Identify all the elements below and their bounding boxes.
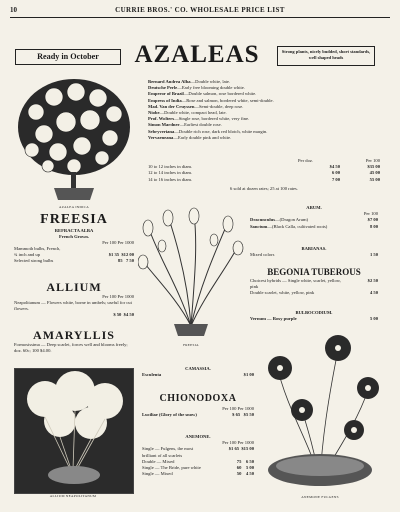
table-row: Esculenta $1 00 — [142, 372, 254, 378]
table-row: Single — Fulgens, the most brilliant of all scarlets $1 65 $15 00 — [142, 446, 254, 458]
azalea-variety-list — [148, 79, 380, 141]
table-row: 12 to 14 inches in diam. 6 00 45 00 — [148, 170, 380, 176]
table-row: Luciliae (Glory of the snow) $ 65 $5 50 — [142, 412, 254, 418]
list-item: Prof. Wolters—Single rose, bordered white, very fine. — [148, 116, 250, 122]
azalea-price-table: Per doz. Per 100 10 to 12 inches in diam. $4 50 $35 00 12 to 14 inches in diam. 6 00 45 00 14 to 16 inches in diam. 7 00 55 00 6 sold at dozen rates; 25 at 100 rates. — [148, 158, 380, 191]
page-header — [10, 4, 390, 16]
allium-section — [14, 280, 134, 318]
allium-flowers-icon — [15, 369, 133, 493]
allium-illustration — [14, 368, 134, 494]
chionodoxa-price-head: Per 100 Per 1000 — [222, 406, 254, 411]
allium-price-head: Per 100 Per 1000 — [102, 294, 134, 299]
allium-price-1000: $4 50 — [123, 312, 134, 317]
azalea-rate-note: 6 sold at dozen rates; 25 at 100 rates. — [230, 185, 298, 191]
bulbocodium-section — [250, 310, 378, 322]
amaryllis-title: AMARYLLIS — [33, 328, 115, 342]
begonia-section — [250, 266, 378, 297]
anemone-price-head: Per 100 Per 1000 — [222, 440, 254, 446]
list-item: Bernard Andrea Alba—Double white, late. — [148, 79, 231, 84]
freesia-caption: FREESIA — [183, 343, 199, 347]
table-row: ¾ inch and up $1 35 $12 00 — [14, 252, 134, 257]
chionodoxa-section — [142, 392, 254, 418]
header-rule — [10, 17, 390, 18]
bulbocodium-title: BULBOCODIUM. — [295, 310, 333, 315]
allium-title: ALLIUM — [46, 280, 102, 294]
freesia-title: FREESIA — [40, 212, 108, 227]
azalea-plant-icon — [14, 72, 134, 204]
list-item: Simon Mardner—Earliest double rose. — [148, 122, 222, 128]
anemone-illustration — [258, 330, 382, 499]
amaryllis-section — [14, 328, 134, 354]
table-row: Mammoth bulbs, French, — [14, 246, 61, 251]
freesia-subtitle-2: French Grown. — [59, 234, 89, 239]
allium-description: Neapolitanum — Flowers white, borne in umbels; useful for cut flowers. — [14, 300, 132, 311]
allium-price-100: $ 50 — [113, 312, 122, 317]
freesia-subtitle: REFRACTA ALBA — [54, 228, 94, 233]
begonia-title: BEGONIA TUBEROUS — [267, 267, 361, 277]
table-row: 14 to 16 inches in diam. 7 00 55 00 — [148, 176, 380, 182]
arum-price-head: Per 100 — [363, 211, 378, 217]
ready-box: Ready in October — [15, 49, 121, 65]
freesia-plant-icon — [138, 206, 244, 336]
table-row: Sanctum—(Black Calla, cultivated roots) 8 00 — [250, 223, 378, 229]
arum-section — [250, 205, 378, 230]
table-row: Dracunculus—(Dragon Arum) $7 00 — [250, 217, 378, 223]
anemone-section — [142, 434, 254, 477]
list-item: Mad. Van der Cruyssen—Semi-double, deep rose. — [148, 103, 244, 109]
table-row: Vernum — Rosy purple 5 00 — [250, 316, 378, 322]
table-row: Selected strong bulbs 85 7 50 — [14, 258, 134, 263]
table-row: Choicest hybrids — Single white, scarlet, yellow, pink $2 50 — [250, 278, 378, 290]
list-item: Empress of India—Rose and salmon, bordered white, semi-double. — [148, 97, 274, 103]
anemone-caption: ANEMONE FULGENS — [301, 495, 339, 499]
table-row: 10 to 12 inches in diam. $4 50 $35 00 — [148, 164, 380, 170]
freesia-section — [14, 212, 134, 264]
arum-title: ARUM. — [306, 205, 322, 210]
azaleas-title: AZALEAS — [134, 41, 260, 68]
azalea-illustration — [14, 72, 134, 209]
table-row: Double — Mixed 75 6 50 — [142, 458, 254, 464]
list-item: Niobe—Double white, compact head, late. — [148, 110, 227, 116]
list-item: Vervaeneana—Early double pink and white. — [148, 134, 232, 140]
anemone-title: ANEMONE. — [185, 434, 211, 439]
list-item: Emperor of Brazil—Double salmon, rose bordered white. — [148, 91, 257, 97]
table-row: Double scarlet, white, yellow, pink 4 50 — [250, 290, 378, 296]
page-number: 10 — [10, 6, 17, 14]
amaryllis-description: Formosissima — Deep scarlet, forces well and blooms freely; doz. 60c; 100 $4.00. — [14, 342, 128, 353]
freesia-price-head: Per 100 Per 1000 — [102, 240, 134, 245]
babianas-section — [250, 246, 378, 258]
page-title: CURRIE BROS.' CO. WHOLESALE PRICE LIST — [115, 6, 285, 14]
freesia-illustration — [138, 206, 244, 347]
anemone-flowers-icon — [258, 330, 382, 490]
chionodoxa-title: CHIONODOXA — [159, 393, 237, 404]
azaleas-note: Strong plants, nicely budded, short standards, well shaped heads — [277, 46, 375, 66]
list-item: Deutsche Perle—Early free blooming double white. — [148, 85, 245, 91]
table-row: Mixed colors 1 50 — [250, 252, 378, 258]
azalea-caption: AZALEA INDICA — [59, 205, 89, 209]
babianas-title: BABIANAS. — [301, 246, 327, 251]
allium-caption: ALLIUM NEAPOLITANUM — [49, 494, 97, 498]
camassia-section — [142, 366, 254, 378]
table-row: Single — The Bride, pure white 60 5 00 — [142, 465, 254, 471]
camassia-title: CAMASSIA. — [185, 366, 211, 371]
list-item: Sebryveriana—Double rich rose, dark red blotch, white margin. — [148, 128, 268, 134]
table-row: Single — Mixed 50 4 50 — [142, 471, 254, 477]
